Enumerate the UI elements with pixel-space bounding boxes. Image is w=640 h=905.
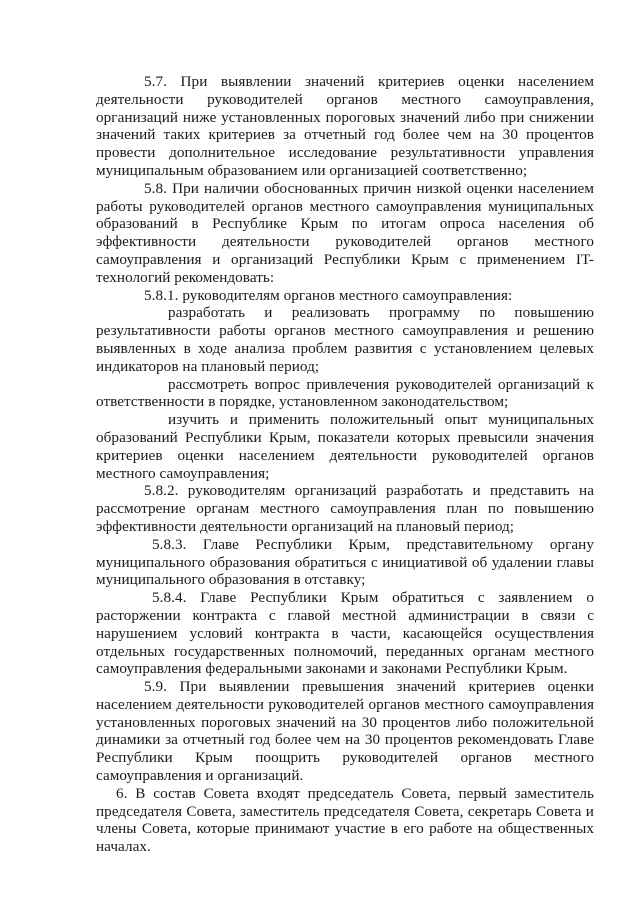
paragraph-5-8-1: 5.8.1. руководителям органов местного самоуправления:	[144, 286, 513, 304]
paragraph-5-7: 5.7. При выявлении значений критериев оценки населением деятельности руководителей органов местного самоуправления, организаций ниже установленных пороговых значений либо при снижении значений таких критериев за отчетный год более чем на 30 процентов провести дополнительное исследование результативности управления муниципальным образованием или организацией соответственно;	[96, 73, 594, 179]
paragraph-5-8-4: 5.8.4. Главе Республики Крым обратиться с заявлением о расторжении контракта с главой местной администрации в связи с нарушением условий контракта в части, касающейся осуществления отдельных государственных полномочий, переданных органам местного самоуправления федеральными законами и законами Республики Крым.	[96, 589, 594, 678]
paragraph-5-8-1-develop: разработать и реализовать программу по повышению результативности работы органов местного самоуправления и решению выявленных в ходе анализа проблем развития с установлением целевых индикаторов на плановый период;	[96, 304, 594, 375]
paragraph-5-8-2: 5.8.2. руководителям организаций разработать и представить на рассмотрение органам местного самоуправления план по повышению эффективности деятельности организаций на плановый период;	[96, 482, 594, 535]
paragraph-6: 6. В состав Совета входят председатель Совета, первый заместитель председателя Совета, заместитель председателя Совета, секретарь Совета и члены Совета, которые принимают участие в его работе на общественных началах.	[96, 784, 594, 856]
paragraph-5-8-1-consider: рассмотреть вопрос привлечения руководителей организаций к ответственности в порядке, установленном законодательством;	[96, 375, 594, 411]
paragraph-5-8-1-study: изучить и применить положительный опыт муниципальных образований Республики Крым, показатели которых превысили значения критериев оценки населением деятельности руководителей органов местного самоуправления;	[96, 411, 594, 482]
paragraph-5-8-3: 5.8.3. Главе Республики Крым, представительному органу муниципального образования обратиться с инициативой об удалении главы муниципального образования в отставку;	[96, 535, 594, 589]
paragraph-5-9: 5.9. При выявлении превышения значений критериев оценки населением деятельности руководителей органов местного самоуправления установленных пороговых значений на 30 процентов либо положительной динамики за отчетный год более чем на 30 процентов рекомендовать Главе Республики Крым поощрить руководителей органов местного самоуправления и организаций.	[96, 678, 594, 785]
paragraph-5-8: 5.8. При наличии обоснованных причин низкой оценки населением работы руководителей органов местного самоуправления муниципальных образований в Республике Крым по итогам опроса населения об эффективности деятельности руководителей органов местного самоуправления и организаций Республики Крым с применением IT-технологий рекомендовать:	[96, 179, 594, 286]
